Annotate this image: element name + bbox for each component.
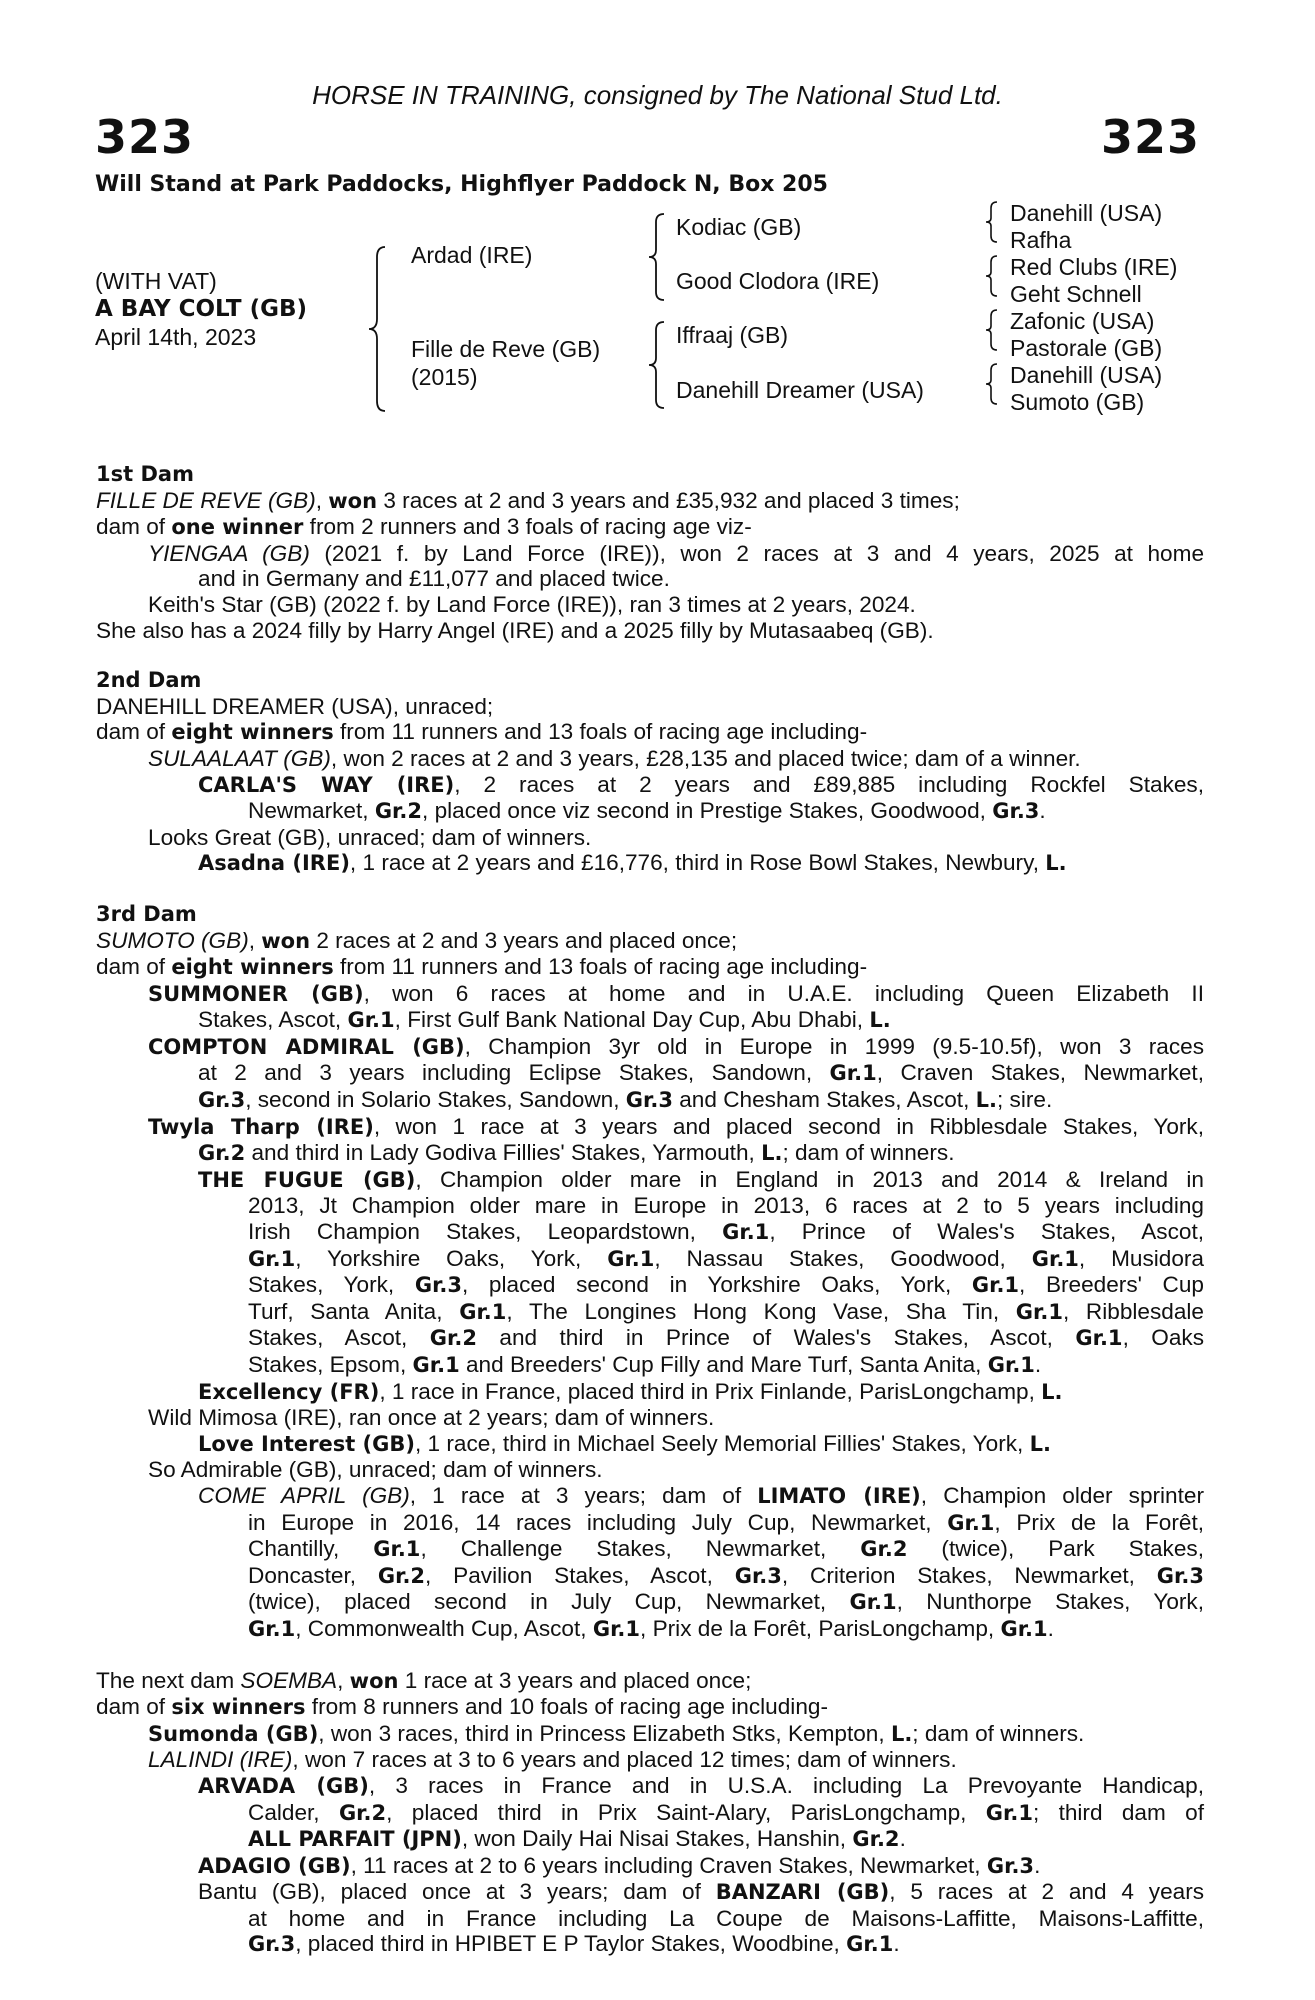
- pedigree-brace-dam: [646, 320, 668, 410]
- text: , 1 race at 2 years and £16,776, third in Rose Bowl Stakes, Newbury,: [349, 850, 1046, 876]
- text: dam of: [96, 514, 172, 540]
- pedigree-brace-ggp-1: [983, 200, 1001, 244]
- sire-dam: Good Clodora (IRE): [676, 268, 880, 294]
- bold-text: Gr.1: [592, 1616, 641, 1641]
- bold-text: Gr.2: [377, 1563, 426, 1588]
- bold-text: Gr.1: [987, 1353, 1035, 1377]
- record-line: [96, 1060, 1204, 1087]
- bold-text: Gr.1: [1031, 1246, 1079, 1271]
- dam-section: [96, 668, 1204, 877]
- record-line: [96, 694, 1204, 720]
- bold-text: Gr.1: [412, 1353, 460, 1377]
- italic-name: SUMOTO (GB): [96, 927, 249, 953]
- bold-text: Gr.1: [971, 1273, 1020, 1298]
- text: , placed third in HPIBET E P Taylor Stakes, Woodbine,: [295, 1931, 847, 1957]
- bold-text: LIMATO (IRE): [757, 1483, 921, 1508]
- catalogue-header-title: HORSE IN TRAINING, consigned by The National Stud Ltd.: [312, 80, 1003, 110]
- bold-text: L.: [761, 1141, 783, 1166]
- bold-text: ALL PARFAIT (JPN): [248, 1827, 462, 1852]
- record-line: [96, 1773, 1204, 1800]
- record-line: [96, 592, 1204, 618]
- text: , Prince of Wales's Stakes, Ascot,: [769, 1219, 1204, 1245]
- text: .: [1034, 1852, 1041, 1878]
- text: DANEHILL DREAMER (USA), unraced;: [96, 693, 494, 719]
- bold-text: Gr.2: [860, 1537, 908, 1562]
- record-line: [96, 1668, 1204, 1695]
- bold-text: won: [328, 488, 378, 513]
- record-line: [96, 954, 1204, 981]
- bold-text: Gr.3: [992, 799, 1040, 824]
- text: , 2 races at 2 years and £89,885 including Rockfel Stakes,: [454, 771, 1205, 797]
- text: , 11 races at 2 to 6 years including Craven Stakes, Newmarket,: [350, 1852, 987, 1878]
- text: (twice), placed second in July Cup, Newmarket,: [248, 1589, 850, 1615]
- italic-name: SOEMBA: [240, 1667, 338, 1693]
- text: Turf, Santa Anita,: [248, 1298, 460, 1324]
- text: , Prix de la Forêt, ParisLongchamp,: [640, 1615, 1001, 1641]
- record-line: [96, 1931, 1204, 1958]
- text: ; dam of winners.: [782, 1140, 955, 1166]
- record-line: [96, 1800, 1204, 1827]
- text: , 1 race at 3 years; dam of: [409, 1482, 758, 1508]
- bold-text: COMPTON ADMIRAL (GB): [148, 1034, 465, 1059]
- text: 1 race at 3 years and placed once;: [398, 1667, 752, 1693]
- bold-text: Gr.3: [248, 1932, 296, 1957]
- text: The next dam: [96, 1667, 241, 1693]
- record-line: [96, 719, 1204, 746]
- stand-location: Will Stand at Park Paddocks, Highflyer Paddock N, Box 205: [95, 172, 828, 197]
- text: , won 3 races, third in Princess Elizabeth Stks, Kempton,: [318, 1720, 891, 1746]
- text: , The Longines Hong Kong Vase, Sha Tin,: [506, 1298, 1016, 1324]
- record-line: [96, 1431, 1204, 1458]
- text: and Chesham Stakes, Ascot,: [672, 1087, 976, 1113]
- bold-text: L.: [1029, 1431, 1051, 1456]
- dam-section: [96, 1668, 1204, 1959]
- text: , won Daily Hai Nisai Stakes, Hanshin,: [461, 1826, 853, 1852]
- ggp-5: Zafonic (USA): [1010, 308, 1155, 334]
- bold-text: Gr.1: [1075, 1326, 1123, 1351]
- text: Looks Great (GB), unraced; dam of winners.: [148, 824, 592, 850]
- text: , won 7 races at 3 to 6 years and placed 12 times; dam of winners.: [292, 1747, 957, 1773]
- bold-text: THE FUGUE (GB): [198, 1167, 416, 1192]
- bold-text: Gr.2: [198, 1141, 246, 1166]
- bold-text: six winners: [171, 1695, 306, 1720]
- text: , Pavilion Stakes, Ascot,: [425, 1562, 735, 1588]
- bold-text: Gr.1: [849, 1590, 897, 1615]
- bold-text: Gr.3: [1156, 1563, 1204, 1588]
- text: , won 2 races at 2 and 3 years, £28,135 and placed twice; dam of a winner.: [330, 745, 1081, 771]
- text: , Musidora: [1078, 1245, 1205, 1271]
- bold-text: won: [261, 928, 311, 953]
- bold-text: SUMMONER (GB): [148, 981, 364, 1006]
- text: , Champion older mare in England in 2013 and 2014 & Ireland in: [415, 1166, 1204, 1192]
- lot-number-left: 323: [95, 110, 195, 164]
- bold-text: Gr.3: [625, 1088, 673, 1113]
- text: , Breeders' Cup: [1019, 1272, 1204, 1298]
- section-heading: 2nd Dam: [96, 668, 202, 693]
- record-line: [96, 1167, 1204, 1194]
- bold-text: Gr.1: [347, 1008, 395, 1033]
- text: So Admirable (GB), unraced; dam of winners.: [148, 1457, 603, 1483]
- text: .: [893, 1931, 900, 1957]
- lot-number-right: 323: [1100, 110, 1200, 164]
- record-line: [96, 850, 1204, 877]
- record-line: [96, 618, 1204, 644]
- text: ; dam of winners.: [912, 1720, 1085, 1746]
- text: , Yorkshire Oaks, York,: [295, 1245, 608, 1271]
- bold-text: Gr.1: [248, 1616, 296, 1641]
- bold-text: Gr.2: [852, 1827, 900, 1852]
- family-details: [96, 462, 1204, 1958]
- ggp-1: Danehill (USA): [1010, 200, 1163, 226]
- record-line: [96, 825, 1204, 851]
- sire: Ardad (IRE): [411, 242, 533, 268]
- record-line: [96, 1219, 1204, 1246]
- bold-text: Gr.1: [985, 1800, 1033, 1825]
- bold-text: Gr.2: [429, 1326, 477, 1351]
- record-line: [96, 1379, 1204, 1406]
- bold-text: Gr.1: [373, 1537, 421, 1562]
- bold-text: L.: [975, 1088, 997, 1113]
- text: ; sire.: [997, 1087, 1053, 1113]
- text: 2013, Jt Champion older mare in Europe in 2013, 6 races at 2 to 5 years including: [248, 1193, 1204, 1219]
- italic-name: SULAALAAT (GB): [148, 745, 331, 771]
- text: and third in Prince of Wales's Stakes, Ascot,: [476, 1325, 1076, 1351]
- record-line: [96, 1325, 1204, 1352]
- dam-foaling-year: (2015): [411, 364, 478, 390]
- bold-text: L.: [1045, 851, 1067, 876]
- bold-text: Gr.1: [248, 1246, 296, 1271]
- bold-text: ADAGIO (GB): [198, 1853, 351, 1878]
- record-line: [96, 1853, 1204, 1880]
- record-line: [96, 514, 1204, 541]
- record-line: [96, 1879, 1204, 1906]
- text: , Champion 3yr old in Europe in 1999 (9.5-10.5f), won 3 races: [464, 1033, 1204, 1059]
- ggp-4: Geht Schnell: [1010, 281, 1142, 307]
- record-line: [96, 1272, 1204, 1299]
- text: , Challenge Stakes, Newmarket,: [420, 1536, 861, 1562]
- text: , won 6 races at home and in U.A.E. including Queen Elizabeth II: [363, 980, 1204, 1006]
- sire-sire: Kodiac (GB): [676, 214, 802, 240]
- bold-text: eight winners: [171, 720, 334, 745]
- bold-text: one winner: [171, 515, 304, 540]
- bold-text: Gr.2: [374, 799, 423, 824]
- record-line: [96, 1087, 1204, 1114]
- horse-name: A BAY COLT (GB): [95, 296, 308, 322]
- text: , won 1 race at 3 years and placed second in Ribblesdale Stakes, York,: [373, 1113, 1204, 1139]
- text: .: [1039, 798, 1046, 824]
- record-line: [96, 1589, 1204, 1616]
- record-line: [96, 1114, 1204, 1141]
- text: Calder,: [248, 1799, 339, 1825]
- bold-text: Gr.1: [947, 1510, 995, 1535]
- text: , Criterion Stakes, Newmarket,: [781, 1562, 1157, 1588]
- text: , 1 race in France, placed third in Prix Finlande, ParisLongchamp,: [379, 1378, 1042, 1404]
- text: , Ribblesdale: [1062, 1298, 1204, 1324]
- text: from 11 runners and 13 foals of racing age including-: [333, 719, 868, 745]
- text: Doncaster,: [248, 1562, 378, 1588]
- bold-text: Excellency (FR): [198, 1379, 380, 1404]
- text: .: [1047, 1615, 1054, 1641]
- text: , 5 races at 2 and 4 years: [889, 1879, 1205, 1905]
- text: , Nassau Stakes, Goodwood,: [654, 1245, 1032, 1271]
- text: at 2 and 3 years including Eclipse Stakes, Sandown,: [198, 1060, 830, 1086]
- record-line: [96, 981, 1204, 1008]
- bold-text: CARLA'S WAY (IRE): [198, 772, 455, 797]
- text: .: [1034, 1352, 1042, 1377]
- bold-text: Gr.1: [1000, 1616, 1048, 1641]
- text: dam of: [96, 954, 172, 980]
- text: Stakes, Epsom,: [248, 1352, 413, 1377]
- text: from 8 runners and 10 foals of racing age including-: [305, 1694, 828, 1720]
- dam-sire: Iffraaj (GB): [676, 322, 789, 348]
- record-line: [96, 746, 1204, 772]
- record-line: [96, 1299, 1204, 1326]
- record-line: [96, 798, 1204, 825]
- bold-text: Gr.1: [846, 1932, 894, 1957]
- bold-text: L.: [869, 1008, 891, 1033]
- foaling-date: April 14th, 2023: [95, 324, 257, 350]
- text: , Prix de la Forêt,: [994, 1509, 1204, 1535]
- text: , placed once viz second in Prestige Stakes, Goodwood,: [422, 798, 993, 824]
- text: Stakes, York,: [248, 1272, 415, 1298]
- pedigree-brace-ggp-4: [983, 362, 1001, 406]
- dam-section: [96, 902, 1204, 1643]
- record-line: [96, 1007, 1204, 1034]
- text: Newmarket,: [248, 798, 375, 824]
- text: , First Gulf Bank National Day Cup, Abu Dhabi,: [394, 1007, 870, 1033]
- text: , 1 race, third in Michael Seely Memorial Fillies' Stakes, York,: [414, 1430, 1030, 1456]
- text: Stakes, Ascot,: [198, 1007, 348, 1033]
- record-line: [96, 1616, 1204, 1643]
- text: , placed third in Prix Saint-Alary, ParisLongchamp,: [386, 1799, 986, 1825]
- bold-text: Love Interest (GB): [198, 1431, 415, 1456]
- bold-text: L.: [890, 1721, 913, 1746]
- record-line: [96, 488, 1204, 515]
- record-line: [96, 1352, 1204, 1379]
- text: , Nunthorpe Stakes, York,: [896, 1589, 1204, 1615]
- text: Wild Mimosa (IRE), ran once at 2 years; dam of winners.: [148, 1405, 715, 1431]
- bold-text: won: [349, 1668, 399, 1693]
- record-line: [96, 541, 1204, 567]
- record-line: [96, 1747, 1204, 1773]
- record-line: [96, 1826, 1204, 1853]
- record-line: [96, 928, 1204, 955]
- bold-text: BANZARI (GB): [715, 1880, 890, 1905]
- text: Bantu (GB), placed once at 3 years; dam of: [198, 1879, 716, 1905]
- text: Keith's Star (GB) (2022 f. by Land Force (IRE)), ran 3 times at 2 years, 2024.: [148, 591, 916, 617]
- bold-text: Gr.3: [198, 1088, 246, 1113]
- bold-text: Gr.3: [986, 1853, 1035, 1878]
- bold-text: Gr.1: [459, 1299, 507, 1324]
- ggp-6: Pastorale (GB): [1010, 335, 1163, 361]
- text: ,: [248, 927, 262, 953]
- record-line: [96, 1721, 1204, 1748]
- text: (twice), Park Stakes,: [907, 1536, 1204, 1562]
- dam-dam: Danehill Dreamer (USA): [676, 377, 924, 403]
- text: at home and in France including La Coupe de Maisons-Laffitte, Maisons-Laffitte,: [248, 1905, 1204, 1931]
- pedigree-brace-ggp-3: [983, 308, 1001, 352]
- record-line: [96, 1246, 1204, 1273]
- bold-text: Asadna (IRE): [198, 851, 350, 876]
- bold-text: Gr.1: [829, 1061, 877, 1086]
- section-heading: 1st Dam: [96, 462, 194, 486]
- text: Chantilly,: [248, 1536, 374, 1562]
- bold-text: L.: [1041, 1379, 1063, 1404]
- text: ,: [315, 487, 329, 513]
- text: dam of: [96, 719, 172, 745]
- text: and Breeders' Cup Filly and Mare Turf, Santa Anita,: [459, 1352, 988, 1377]
- dam: Fille de Reve (GB): [411, 336, 601, 362]
- ggp-3: Red Clubs (IRE): [1010, 254, 1178, 280]
- bold-text: Sumonda (GB): [148, 1721, 319, 1746]
- text: ,: [337, 1667, 350, 1693]
- bold-text: Gr.3: [734, 1563, 782, 1588]
- text: ; third dam of: [1032, 1799, 1204, 1825]
- text: dam of: [96, 1694, 172, 1720]
- section-heading: 3rd Dam: [96, 901, 197, 926]
- record-line: [96, 1405, 1204, 1431]
- text: 3 races at 2 and 3 years and £35,932 and placed 3 times;: [377, 487, 960, 513]
- italic-name: LALINDI (IRE): [148, 1747, 293, 1773]
- record-line: [96, 1906, 1204, 1932]
- pedigree-brace-sire: [646, 212, 668, 302]
- text: , second in Solario Stakes, Sandown,: [245, 1087, 626, 1113]
- ggp-7: Danehill (USA): [1010, 362, 1163, 388]
- pedigree-brace-ggp-2: [983, 254, 1001, 298]
- ggp-2: Rafha: [1010, 227, 1072, 253]
- text: from 11 runners and 13 foals of racing age including-: [333, 954, 868, 980]
- ggp-8: Sumoto (GB): [1010, 389, 1145, 415]
- record-line: [96, 1694, 1204, 1721]
- record-line: [96, 1563, 1204, 1590]
- record-line: [96, 772, 1204, 799]
- italic-name: COME APRIL (GB): [198, 1482, 410, 1508]
- text: .: [899, 1826, 906, 1852]
- pedigree-brace-1: [365, 245, 389, 413]
- record-line: [96, 1140, 1204, 1167]
- bold-text: ARVADA (GB): [198, 1773, 369, 1798]
- text: , Champion older sprinter: [920, 1482, 1204, 1508]
- text: (2021 f. by Land Force (IRE)), won 2 races at 3 and 4 years, 2025 at home: [309, 540, 1205, 566]
- record-line: [96, 1536, 1204, 1563]
- text: and third in Lady Godiva Fillies' Stakes, Yarmouth,: [245, 1140, 762, 1166]
- text: and in Germany and £11,077 and placed twice.: [198, 566, 670, 592]
- record-line: [96, 1193, 1204, 1219]
- bold-text: eight winners: [171, 955, 334, 980]
- text: , 3 races in France and in U.S.A. including La Prevoyante Handicap,: [368, 1772, 1205, 1798]
- text: in Europe in 2016, 14 races including July Cup, Newmarket,: [248, 1509, 948, 1535]
- text: Irish Champion Stakes, Leopardstown,: [248, 1219, 723, 1245]
- text: , Commonwealth Cup, Ascot,: [295, 1615, 593, 1641]
- bold-text: Twyla Tharp (IRE): [148, 1114, 374, 1139]
- record-line: [96, 1457, 1204, 1483]
- text: She also has a 2024 filly by Harry Angel (IRE) and a 2025 filly by Mutasaabeq (GB).: [96, 617, 934, 643]
- text: , Craven Stakes, Newmarket,: [876, 1060, 1204, 1086]
- record-line: [96, 1483, 1204, 1510]
- record-line: [96, 566, 1204, 592]
- dam-section: [96, 462, 1204, 643]
- text: , Oaks: [1122, 1325, 1205, 1351]
- bold-text: Gr.3: [414, 1273, 463, 1298]
- bold-text: Gr.1: [607, 1246, 655, 1271]
- record-line: [96, 1510, 1204, 1537]
- text: , placed second in Yorkshire Oaks, York,: [462, 1272, 972, 1298]
- text: Stakes, Ascot,: [248, 1325, 430, 1351]
- vat-note: (WITH VAT): [95, 268, 217, 294]
- bold-text: Gr.2: [338, 1800, 387, 1825]
- record-line: [96, 1034, 1204, 1061]
- italic-name: YIENGAA (GB): [148, 540, 310, 566]
- bold-text: Gr.1: [722, 1220, 770, 1245]
- text: 2 races at 2 and 3 years and placed once;: [310, 927, 738, 953]
- italic-name: FILLE DE REVE (GB): [96, 487, 316, 513]
- text: from 2 runners and 3 foals of racing age viz-: [303, 514, 752, 540]
- bold-text: Gr.1: [1015, 1299, 1063, 1324]
